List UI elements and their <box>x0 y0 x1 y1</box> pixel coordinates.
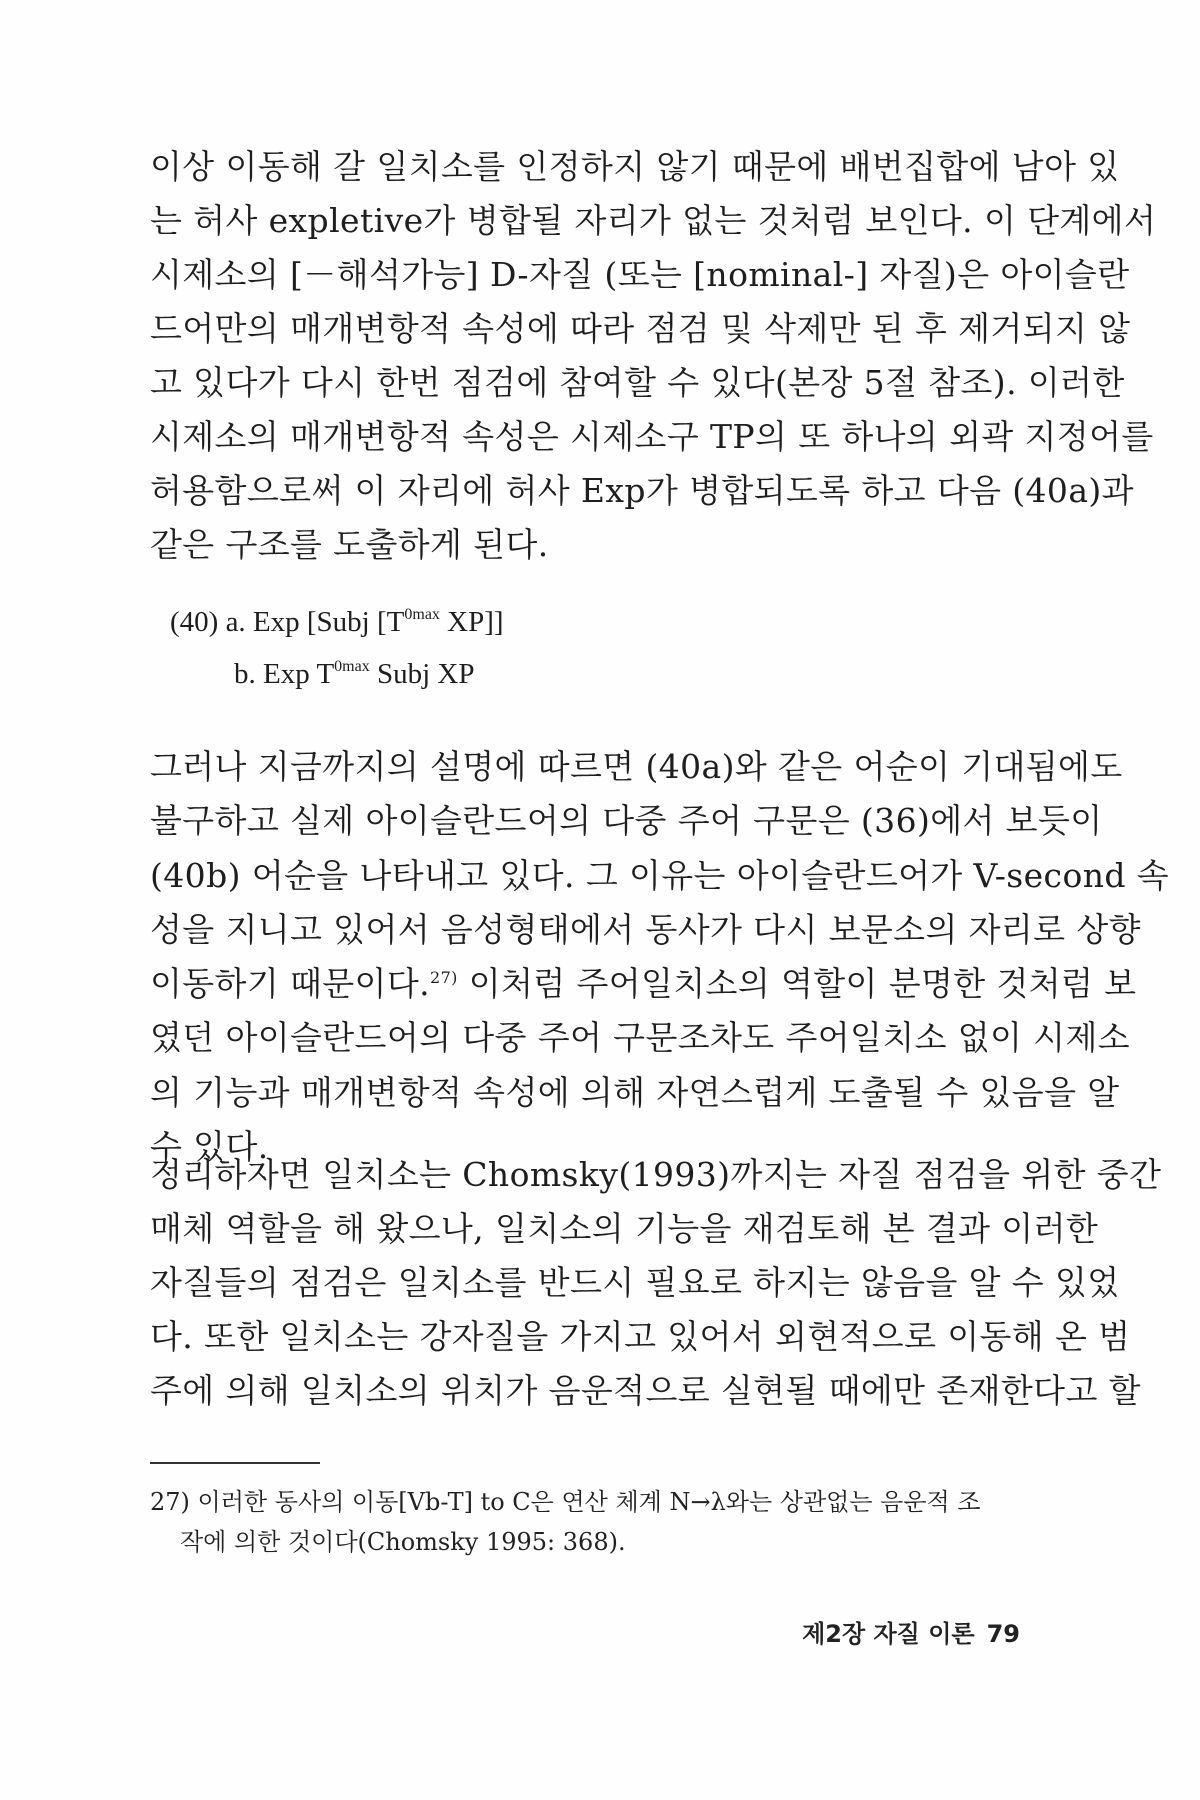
example-40b <box>170 648 504 700</box>
footnote-ref-27[interactable]: 27) <box>430 968 458 988</box>
example-40a-suffix: XP]] <box>439 606 504 638</box>
example-40b-suffix: Subj XP <box>369 658 475 690</box>
text-line: 시제소의 [－해석가능] D-자질 (또는 [nominal-] 자질)은 아이슬란 <box>150 255 1130 294</box>
chapter-title: 제2장 자질 이론 <box>802 1620 975 1648</box>
superscript-0max: 0max <box>404 606 440 623</box>
text-line: 의 기능과 매개변항적 속성에 의해 자연스럽게 도출될 수 있음을 알 <box>150 1072 1120 1112</box>
text-line: 드어만의 매개변항적 속성에 따라 점검 및 삭제만 된 후 제거되지 않 <box>150 309 1131 348</box>
text-line: 자질들의 점검은 일치소를 반드시 필요로 하지는 않음을 알 수 있었 <box>150 1263 1120 1302</box>
text-line: 정리하자면 일치소는 Chomsky(1993)까지는 자질 점검을 위한 중간 <box>150 1155 1162 1194</box>
text-line: 성을 지니고 있어서 음성형태에서 동사가 다시 보문소의 자리로 상향 <box>150 909 1141 949</box>
paragraph-3 <box>150 1148 1162 1418</box>
text-segment: 이처럼 주어일치소의 역할이 분명한 것처럼 보 <box>457 964 1137 1004</box>
paragraph-2 <box>150 740 1170 1174</box>
example-40 <box>170 596 504 700</box>
example-40a <box>170 596 504 648</box>
text-line: 매체 역할을 해 왔으나, 일치소의 기능을 재검토해 본 결과 이러한 <box>150 1209 1099 1248</box>
text-line <box>150 957 1137 1011</box>
text-line: 다. 또한 일치소는 강자질을 가지고 있어서 외현적으로 이동해 온 범 <box>150 1317 1131 1356</box>
footnote-line: 27) 이러한 동사의 이동[Vb-T] to C은 연산 체계 N→λ와는 상관없는 음운적 조 <box>150 1488 981 1516</box>
text-line: 시제소의 매개변항적 속성은 시제소구 TP의 또 하나의 외곽 지정어를 <box>150 417 1154 456</box>
example-40b-prefix: b. Exp T <box>234 658 335 690</box>
footnote-divider <box>150 1462 320 1464</box>
text-line: 수 있다. <box>150 1127 269 1167</box>
superscript-0max: 0max <box>334 658 370 675</box>
text-line: 주에 의해 일치소의 위치가 음운적으로 실현될 때에만 존재한다고 할 <box>150 1371 1141 1410</box>
footnote-line: 작에 의한 것이다(Chomsky 1995: 368). <box>180 1528 626 1556</box>
text-line: 그러나 지금까지의 설명에 따르면 (40a)와 같은 어순이 기대됨에도 <box>150 747 1123 786</box>
text-line: 같은 구조를 도출하게 된다. <box>150 525 549 564</box>
text-line: 는 허사 expletive가 병합될 자리가 없는 것처럼 보인다. 이 단계에서 <box>150 201 1157 240</box>
running-footer <box>780 1614 1020 1649</box>
text-line: 였던 아이슬란드어의 다중 주어 구문조차도 주어일치소 없이 시제소 <box>150 1018 1131 1058</box>
text-line: 불구하고 실제 아이슬란드어의 다중 주어 구문은 (36)에서 보듯이 <box>150 801 1103 841</box>
footnote-27 <box>150 1482 1020 1562</box>
text-line: 이상 이동해 갈 일치소를 인정하지 않기 때문에 배번집합에 남아 있 <box>150 147 1120 186</box>
paragraph-1 <box>150 140 1157 572</box>
text-line: (40b) 어순을 나타내고 있다. 그 이유는 아이슬란드어가 V-second 속 <box>150 855 1170 895</box>
page-number: 79 <box>986 1620 1020 1648</box>
text-line: 고 있다가 다시 한번 점검에 참여할 수 있다(본장 5절 참조). 이러한 <box>150 363 1125 402</box>
text-line: 허용함으로써 이 자리에 허사 Exp가 병합되도록 하고 다음 (40a)과 <box>150 471 1134 510</box>
text-segment: 이동하기 때문이다. <box>150 964 431 1004</box>
example-40a-prefix: (40) a. Exp [Subj [T <box>170 606 405 638</box>
